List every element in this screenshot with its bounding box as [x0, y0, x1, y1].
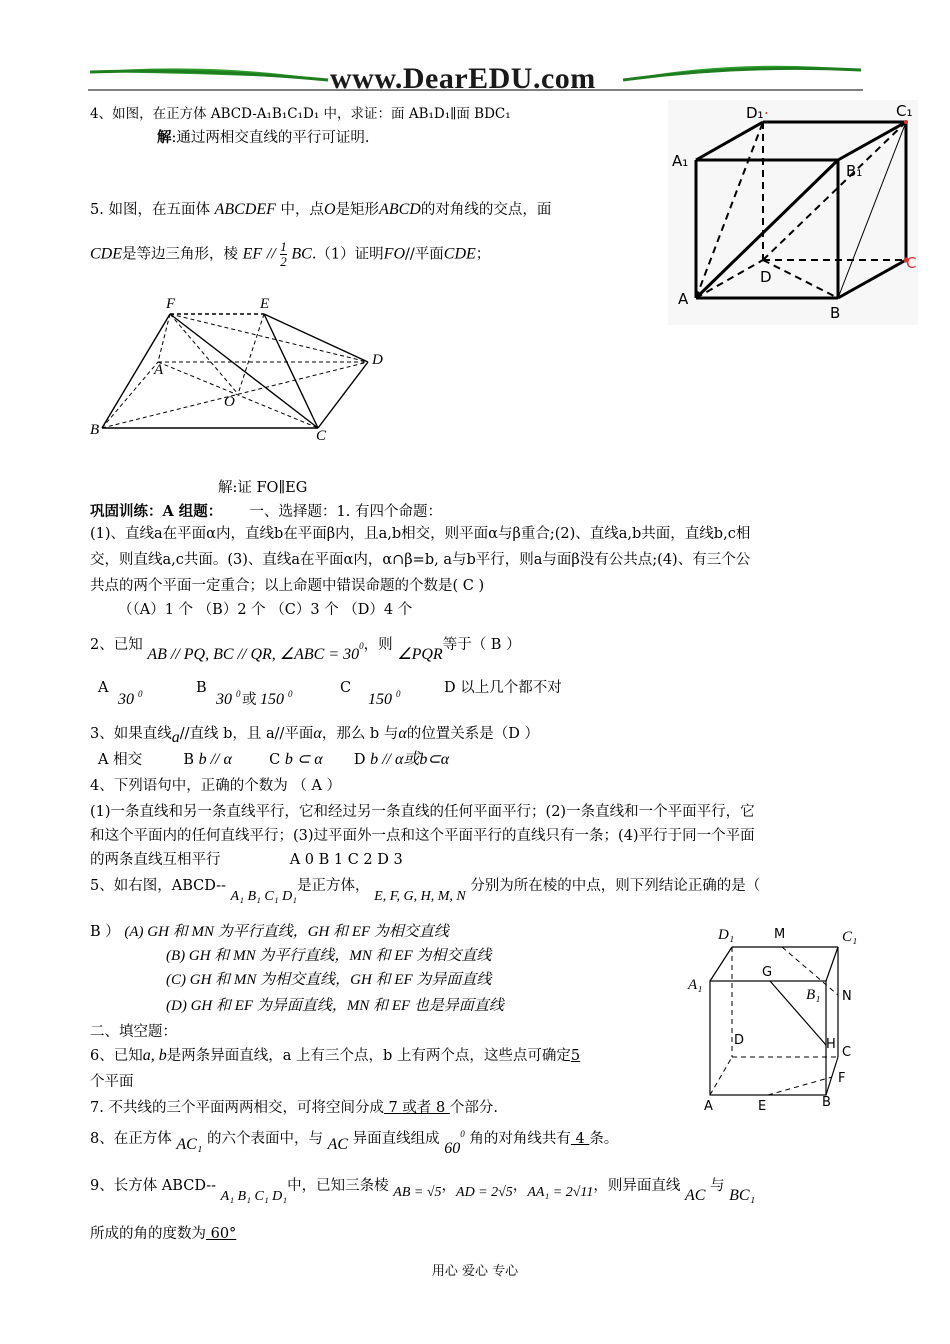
practice-sec1: 一、选择题：1. 有四个命题：: [249, 504, 442, 520]
q3-optA: A 相交: [98, 752, 143, 768]
q5-t9: 是等边三角形，棱: [122, 246, 238, 263]
q5-line2: [90, 240, 490, 269]
small-cube-svg: [686, 925, 866, 1120]
cube-label-B1: B₁: [846, 162, 863, 180]
sc-label-B: B: [822, 1095, 831, 1110]
cube-label-D1: D₁: [746, 104, 764, 122]
q9-t6: AA₁ = 2√11: [527, 1185, 594, 1200]
q2-optB: B: [196, 680, 207, 696]
q3-t1: 3、如果直线: [90, 726, 172, 742]
q8-t4: AC: [327, 1135, 349, 1153]
q7-t2: 个部分.: [449, 1100, 498, 1116]
p1-line1: (1)、直线a在平面α内，直线b在平面β内，且a,b相交，则平面α与β重合;(2)、直线a,b共面，直线b,c相: [90, 526, 751, 542]
cube-label-C1: C₁: [896, 102, 913, 120]
q4b-line1: (1)一条直线和另一条直线平行，它和经过另一条直线的任何平面平行；(2)一条直线和一个平面平行，它: [90, 804, 755, 820]
q5b-optD: (D) GH 和 EF 为异面直线，MN 和 EF 也是异面直线: [166, 998, 504, 1014]
q3-t5: ，那么 b 与: [321, 726, 399, 742]
q6-t2: a, b: [142, 1047, 167, 1064]
q4-sol-label: 解: [157, 129, 172, 146]
q5b-optB: (B) GH 和 MN 为平行直线，MN 和 EF 为相交直线: [166, 948, 492, 964]
q3-optD: D: [353, 752, 366, 768]
q2-optC-deg: 0: [396, 689, 401, 699]
sc-label-A: A: [704, 1099, 713, 1114]
q4b-line3: [90, 850, 403, 870]
q2-optB-val: 30: [216, 691, 232, 708]
q6-line: [90, 1046, 615, 1066]
q5-t15: //平面: [405, 246, 444, 263]
pentahedron-svg: [88, 296, 398, 451]
q4b-t1: 的两条直线互相平行: [90, 852, 221, 868]
site-logo-text: www.DearEDU.com: [330, 62, 596, 95]
q9-answer: 60°: [206, 1226, 237, 1242]
q8-line: [90, 1124, 619, 1157]
q2-t2: AB // PQ, BC // QR, ∠ABC = 30: [147, 645, 360, 663]
q9-t2: A₁ B₁ C₁ D₁: [220, 1189, 288, 1204]
cube-label-D: D: [760, 268, 772, 286]
sc-label-C: C: [842, 1045, 852, 1060]
q2-optD: D 以上几个都不对: [444, 680, 562, 696]
p1-line2: 交，则直线a,c共面。(3)、直线a在平面α内，α∩β=b, a与b平行，则a与面β没有公共点;(4)、有三个公: [90, 552, 751, 568]
q5-t10: EF: [242, 245, 263, 263]
sc-label-D1: D₁: [718, 927, 735, 943]
q8-t6: 60: [444, 1139, 461, 1157]
q7-t1: 7. 不共线的三个平面两两相交，可将空间分成: [90, 1100, 384, 1116]
penta-label-O: O: [224, 394, 235, 410]
q4b-title: 4、下列语句中，正确的个数为 （ A ）: [90, 778, 342, 794]
q2-t1: 2、已知: [90, 636, 143, 653]
q3-optC-val: b ⊂ α: [284, 751, 323, 768]
q9-line: 9、长方体 ABCD-- A₁ B₁ C₁ D₁中，已知三条棱 AB = √5，AD = 2√5，AA₁ = 2√11，则异面直线 AC 与 BC₁: [90, 1178, 756, 1204]
q3-options: [98, 750, 449, 770]
q5-frac-den: 2: [280, 254, 287, 269]
q6-line2: 个平面: [90, 1074, 134, 1090]
q7-line: [90, 1098, 498, 1118]
q3-optD-val: b // α或b⊂α: [370, 751, 450, 768]
q9-t1: 9、长方体 ABCD--: [90, 1178, 217, 1194]
sc-label-M: M: [774, 927, 786, 942]
cube-svg: [668, 100, 918, 325]
q5-t4: O: [324, 201, 336, 218]
q4-statement: 4、如图，在正方体 ABCD-A₁B₁C₁D₁ 中，求证：面 AB₁D₁∥面 BDC₁: [90, 106, 511, 122]
small-cube-figure: [686, 925, 866, 1120]
q8-answer: 4: [570, 1130, 590, 1147]
q5b-t1: 5、如右图，ABCD--: [90, 878, 226, 894]
q2-optB-val2: 150: [260, 691, 284, 708]
q5-t1: 5. 如图，在五面体: [90, 202, 210, 218]
q5-t14: FO: [383, 245, 405, 263]
q5b-t3: 是正方体，: [297, 878, 370, 894]
q9-line2: [90, 1224, 236, 1244]
sc-label-N: N: [842, 989, 852, 1004]
q8-t1: 8、在正方体: [90, 1130, 172, 1147]
pentahedron-figure: [88, 296, 398, 451]
sc-label-F: F: [838, 1071, 846, 1086]
q6-answer: 5: [570, 1048, 581, 1064]
q2-optB-deg2: 0: [288, 689, 293, 699]
q3-t4: α: [313, 725, 322, 742]
q7-answer: 7 或者 8: [383, 1100, 450, 1116]
penta-label-F: F: [166, 296, 176, 312]
sc-label-E: E: [758, 1099, 767, 1114]
q2-t5: 等于（ B ）: [442, 636, 521, 653]
sc-label-A1: A₁: [688, 977, 703, 993]
q4b-line2: 和这个平面内的任何直线平行；(3)过平面外一点和这个平面平行的直线只有一条；(4)平行于同一个平面: [90, 828, 755, 844]
q2-optC: C: [340, 680, 352, 696]
cube-label-A1: A₁: [672, 152, 689, 170]
q2-optB-or: 或: [242, 692, 257, 708]
q8-t2: AC₁: [176, 1135, 203, 1153]
cube-label-C: C: [906, 254, 917, 272]
q3-t6: α: [398, 725, 407, 742]
q5-t2: ABCDEF: [214, 201, 276, 218]
footer: 用心 爱心 专心: [431, 1264, 519, 1279]
penta-label-C: C: [316, 428, 327, 444]
q5b-A: (A) GH 和 MN 为平行直线，GH 和 EF 为相交直线: [124, 924, 449, 940]
q8-t5: 异面直线组成: [352, 1130, 440, 1147]
q9-t8: AC: [684, 1187, 706, 1204]
q4-solution: [157, 128, 370, 148]
cube-label-A: A: [678, 290, 689, 308]
q3-t3: //直线 b，且 a//平面: [179, 726, 314, 742]
q3-t2: a: [171, 729, 180, 746]
q9-t9: 与: [710, 1178, 725, 1194]
q2-options: [98, 678, 718, 712]
q5-t12: BC: [291, 245, 312, 263]
q5b-t2: A₁ B₁ C₁ D₁: [230, 889, 298, 904]
q6-t3: 是两条异面直线，a 上有三个点，b 上有两个点，这些点可确定: [166, 1048, 571, 1064]
q2-optB-deg: 0: [236, 689, 241, 699]
q8-t8: 条。: [589, 1130, 619, 1147]
q5-t7: 的对角线的交点，面: [420, 202, 552, 218]
q5-t17: ；: [475, 246, 491, 263]
fill-in-heading: 二、填空题：: [90, 1024, 177, 1040]
q5-t13: .（1）证明: [311, 246, 384, 263]
penta-label-E: E: [260, 296, 270, 312]
q9-t3: 中，已知三条棱: [287, 1178, 389, 1194]
q2-deg: 0: [359, 641, 364, 651]
q9-t11: 所成的角的度数为: [90, 1226, 206, 1242]
q3-optB: B: [183, 752, 194, 768]
sc-label-B1: B₁: [806, 987, 821, 1003]
sc-label-H: H: [826, 1037, 836, 1052]
p1-line3: 共点的两个平面一定重合；以上命题中错误命题的个数是( C ): [90, 578, 485, 594]
sc-label-C1: C₁: [842, 929, 858, 945]
q5b-t4: E, F, G, H, M, N: [374, 889, 466, 904]
q5-t11: //: [266, 245, 276, 263]
q5b-t5: 分别为所在棱的中点，则下列结论正确的是（: [470, 878, 761, 894]
q9-t5: AD = 2√5: [456, 1185, 513, 1200]
q3-optC: C: [269, 752, 281, 768]
sc-label-G: G: [762, 965, 773, 980]
practice-heading: [90, 502, 442, 522]
q5b-optC: (C) GH 和 MN 为相交直线，GH 和 EF 为异面直线: [166, 972, 492, 988]
q3-t7: 的位置关系是（D ）: [406, 726, 539, 742]
q8-t3: 的六个表面中，与: [206, 1130, 323, 1147]
q2-line: [90, 630, 521, 663]
q5-line1: [90, 200, 551, 220]
q3-line: [90, 724, 539, 744]
q3-optB-val: b // α: [198, 751, 232, 768]
penta-label-A: A: [154, 362, 164, 378]
q6-t1: 6、已知: [90, 1048, 143, 1064]
q9-t4: AB = √5: [393, 1185, 442, 1200]
penta-label-D: D: [372, 352, 383, 368]
q2-t4: ∠PQR: [397, 645, 443, 663]
q9-t7: ，则异面直线: [593, 1178, 681, 1194]
q9-t10: BC₁: [729, 1187, 756, 1204]
sc-label-D: D: [734, 1033, 745, 1048]
q5-t3: 中，点: [280, 202, 324, 218]
q5-solution: 解:证 FO∥EG: [218, 480, 308, 496]
q4b-options: A 0 B 1 C 2 D 3: [289, 852, 403, 868]
q4-sol-text: :通过两相交直线的平行可证明.: [171, 130, 370, 146]
penta-label-B: B: [90, 422, 100, 438]
q2-optA-val: 30: [118, 691, 134, 708]
q5b-line: [90, 876, 761, 904]
q2-t3: ，则: [363, 636, 393, 653]
cube-label-B: B: [830, 304, 841, 322]
p1-options: （（A）1 个 （B）2 个 （C）3 个 （D）4 个: [118, 602, 413, 618]
q5b-ans: B ）: [90, 924, 120, 940]
q8-deg: 0: [460, 1129, 465, 1139]
q2-optA: A: [98, 680, 109, 696]
practice-title: 巩固训练：A 组题：: [90, 503, 223, 520]
q5-t6: ABCD: [379, 201, 421, 218]
cube-figure: [668, 100, 918, 325]
q2-optC-val: 150: [368, 691, 392, 708]
q5-t5: 是矩形: [335, 202, 380, 218]
q2-optA-deg: 0: [138, 689, 143, 699]
q5-frac-num: 1: [280, 239, 287, 254]
q5-t8: CDE: [90, 245, 122, 263]
q5-t16: CDE: [443, 245, 476, 263]
q8-t7: 角的对角线共有: [469, 1130, 571, 1147]
cube-label-dot: ·: [764, 104, 769, 122]
q5b-optA: [90, 922, 449, 942]
